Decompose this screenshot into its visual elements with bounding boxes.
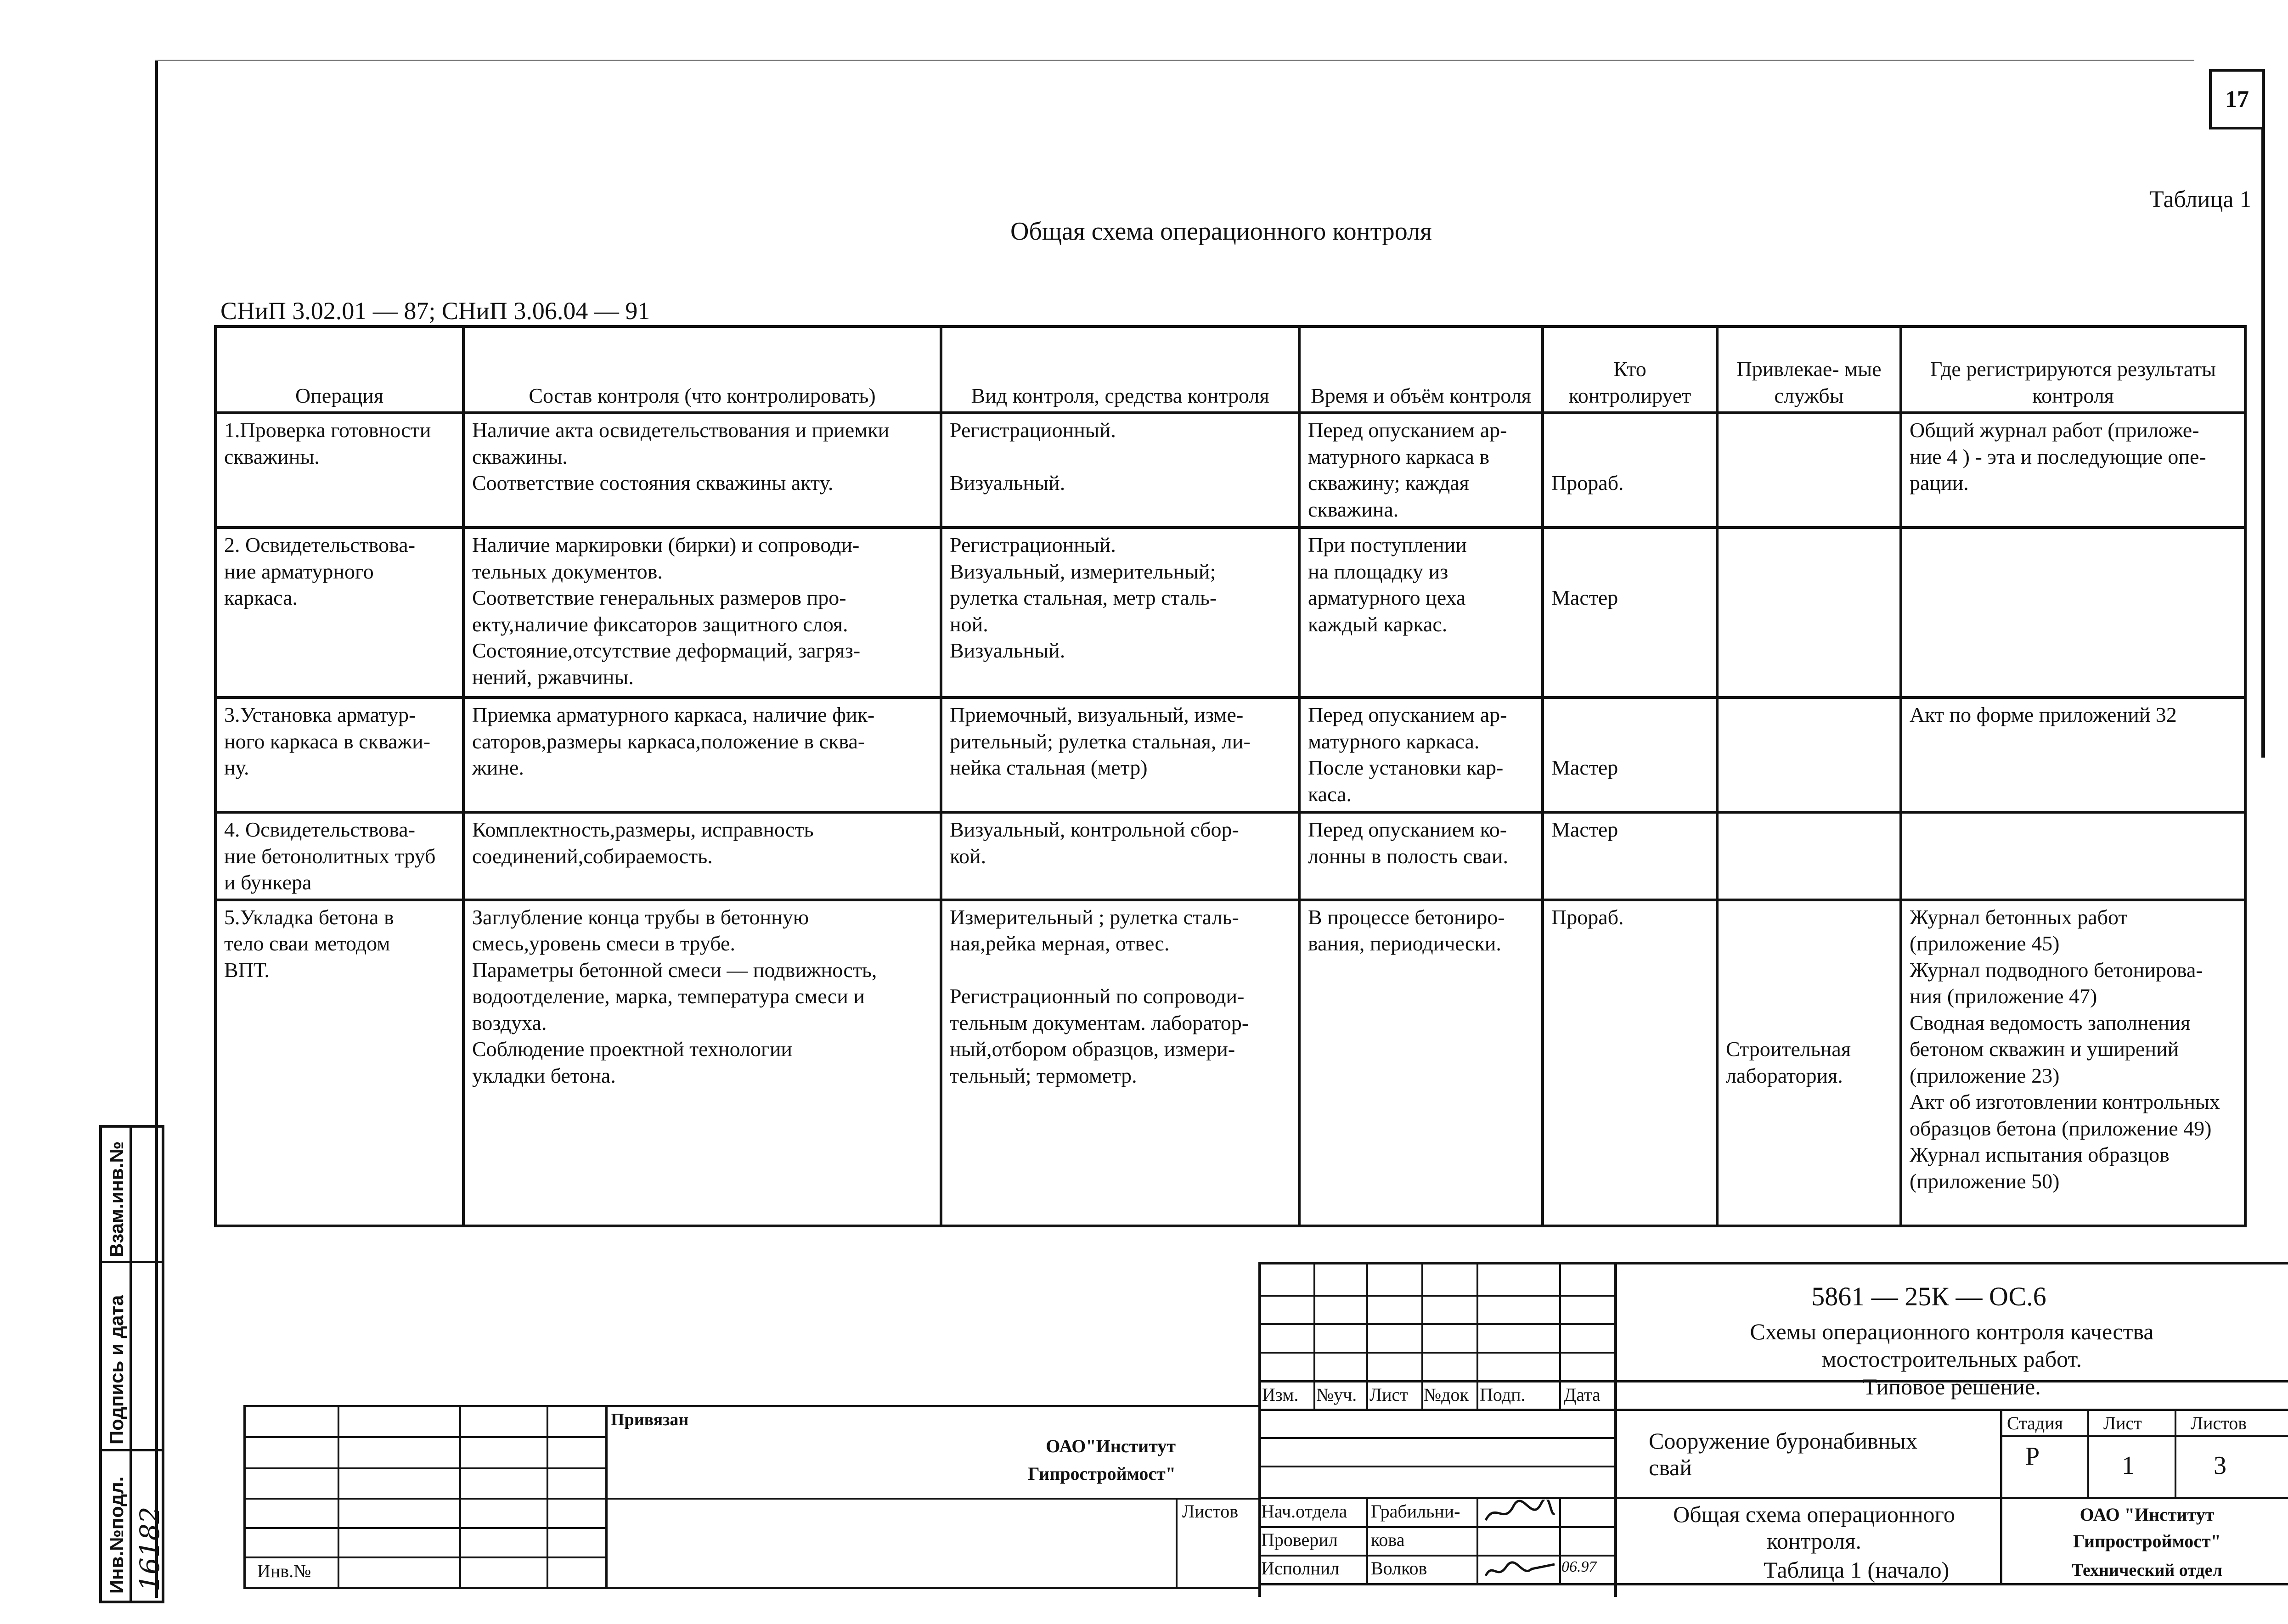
table-cell: Акт по форме приложений 32: [1901, 697, 2245, 812]
divider: [1258, 1352, 1617, 1354]
table-row: [215, 697, 2245, 812]
divider: [243, 1436, 606, 1438]
divider: [1258, 1583, 2288, 1585]
table-cell: Перед опусканием ко- лонны в полость сваи.: [1299, 812, 1543, 900]
table-cell: [1901, 812, 2245, 900]
rev-header-sheet: Лист: [1369, 1384, 1408, 1405]
table-cell: Прораб.: [1543, 413, 1717, 528]
side-label-replace-inv: Взам.инв.№: [106, 1141, 127, 1257]
divider: [1258, 1497, 2288, 1499]
divider: [1176, 1498, 1178, 1587]
divider: [2000, 1435, 2288, 1437]
organization: ОАО "Институт Гипростроймост": [2073, 1504, 2221, 1551]
divider: [102, 1449, 162, 1451]
header-records: Где регистрируются результаты контроля: [1901, 326, 2245, 413]
doc-title: Схемы операционного контроля качества мостостроительных работ. Типовое решение.: [1750, 1319, 2154, 1399]
object-name: Сооружение буронабивных свай: [1649, 1428, 1917, 1480]
table-cell: Мастер: [1543, 697, 1717, 812]
divider: [1258, 1323, 1617, 1325]
divider: [1313, 1262, 1315, 1409]
table-cell: 4. Освидетельствова- ние бетонолитных труб и бункера: [215, 812, 463, 900]
table-cell: Журнал бетонных работ (приложение 45) Журнал подводного бетонирова- ния (приложение 47) Сводная ведомость заполнения бетоном скважин и уширений (приложение 23) Акт об изготовлении контрольных образцов бетона (приложение 49) Журнал испытания образцов (приложение 50): [1901, 900, 2245, 1226]
table-cell: 3.Установка арматур- ного каркаса в скважи- ну.: [215, 697, 463, 812]
divider: [1258, 1262, 2288, 1264]
table-cell: [1901, 528, 2245, 697]
side-stamp: [99, 1125, 164, 1603]
table-cell: 5.Укладка бетона в тело сваи методом ВПТ.: [215, 900, 463, 1226]
divider: [243, 1498, 1258, 1500]
table-cell: Строительная лаборатория.: [1717, 900, 1901, 1226]
divider: [1421, 1262, 1423, 1409]
divider: [243, 1467, 606, 1469]
rev-header-count: №уч.: [1316, 1384, 1357, 1405]
page-title: Общая схема операционного контроля: [1010, 217, 1432, 246]
header-control-type: Вид контроля, средства контроля: [941, 326, 1299, 413]
sheets-value: 3: [2214, 1451, 2226, 1480]
sheet-title: Общая схема операционного контроля.: [1673, 1501, 1955, 1554]
divider: [1559, 1262, 1561, 1409]
sheet-label: Лист: [2103, 1413, 2142, 1433]
divider: [1258, 1466, 1617, 1467]
standards-reference: СНиП 3.02.01 — 87; СНиП 3.06.04 — 91: [220, 297, 650, 325]
table-cell: Общий журнал работ (приложе- ние 4 ) - эта и последующие опе- рации.: [1901, 413, 2245, 528]
table-row: [215, 900, 2245, 1226]
sheet-value: 1: [2122, 1451, 2135, 1480]
signature-1: [1481, 1500, 1559, 1527]
sheet-subtitle: Таблица 1 (начало): [1764, 1557, 1950, 1583]
side-inv-number: 16182: [134, 1506, 165, 1591]
table-cell: Прораб.: [1543, 900, 1717, 1226]
table-cell: [1717, 413, 1901, 528]
frame-right-border: [2261, 69, 2265, 758]
bind-sheets-label: Листов: [1182, 1501, 1239, 1522]
page-number: 17: [2209, 69, 2265, 129]
inventory-label: Инв.№: [257, 1561, 311, 1581]
frame-top-border: [155, 60, 2194, 61]
rev-header-change: Изм.: [1262, 1384, 1299, 1405]
divider: [1559, 1497, 1561, 1584]
doc-code: 5861 — 25К — ОС.6: [1811, 1281, 2046, 1311]
header-services: Привлекае- мые службы: [1717, 326, 1901, 413]
divider: [243, 1405, 1258, 1407]
divider: [338, 1405, 339, 1589]
table-cell: Перед опусканием ар- матурного каркаса в скважину; каждая скважина.: [1299, 413, 1543, 528]
name-head-dept: Грабильни-: [1371, 1501, 1460, 1522]
table-cell: Заглубление конца трубы в бетонную смесь,уровень смеси в трубе. Параметры бетонной смеси — подвижность, водоотделение, марка, температура смеси и воздуха. Соблюдение проектной технологии укладки бетона.: [463, 900, 941, 1226]
divider: [1476, 1262, 1478, 1409]
divider: [1258, 1526, 1617, 1528]
control-table: [214, 325, 2247, 1227]
rev-header-signature: Подп.: [1480, 1384, 1526, 1405]
table-cell: При поступлении на площадку из арматурного цеха каждый каркас.: [1299, 528, 1543, 697]
divider: [1258, 1409, 2288, 1411]
table-cell: Измерительный ; рулетка сталь- ная,рейка мерная, отвес. Регистрационный по сопроводи- тельным документам. лаборатор- ный,отбором образцов, измери- тельный; термометр.: [941, 900, 1299, 1226]
divider: [1258, 1437, 1617, 1439]
table-label: Таблица 1: [2149, 186, 2252, 213]
role-checked: Проверил: [1261, 1529, 1338, 1550]
table-row: [215, 413, 2245, 528]
header-operation: Операция: [215, 326, 463, 413]
divider: [2175, 1409, 2176, 1497]
stage-label: Стадия: [2007, 1413, 2063, 1433]
divider: [459, 1405, 461, 1589]
table-cell: Приемочный, визуальный, изме- рительный; рулетка стальная, ли- нейка стальная (метр): [941, 697, 1299, 812]
sheets-label: Листов: [2191, 1413, 2247, 1433]
table-row: [215, 812, 2245, 900]
divider: [1366, 1497, 1368, 1584]
table-cell: Перед опусканием ар- матурного каркаса. После установки кар- каса.: [1299, 697, 1543, 812]
divider: [1476, 1497, 1478, 1584]
bind-organization: ОАО"Институт Гипростроймост": [1028, 1436, 1176, 1484]
bind-label: Привязан: [611, 1410, 689, 1429]
divider: [1614, 1262, 1617, 1597]
divider: [130, 1128, 132, 1601]
table-cell: Регистрационный. Визуальный.: [941, 413, 1299, 528]
header-time-volume: Время и объём контроля: [1299, 326, 1543, 413]
table-cell: Мастер: [1543, 812, 1717, 900]
department: Технический отдел: [2072, 1561, 2222, 1580]
table-cell: [1717, 812, 1901, 900]
stage-value: Р: [2025, 1442, 2040, 1471]
header-controller: Кто контролирует: [1543, 326, 1717, 413]
rev-header-date: Дата: [1564, 1384, 1600, 1405]
table-cell: В процессе бетониро- вания, периодически.: [1299, 900, 1543, 1226]
table-row: [215, 528, 2245, 697]
role-executed: Исполнил: [1261, 1558, 1340, 1579]
divider: [243, 1587, 1258, 1589]
table-cell: Приемка арматурного каркаса, наличие фик- саторов,размеры каркаса,положение в сква- жине.: [463, 697, 941, 812]
role-head-dept: Нач.отдела: [1261, 1501, 1347, 1522]
table-cell: [1717, 697, 1901, 812]
divider: [243, 1405, 246, 1589]
side-label-inv-orig: Инв.№подл.: [106, 1476, 127, 1594]
signature-2: [1481, 1557, 1559, 1585]
table-cell: 2. Освидетельствова- ние арматурного каркаса.: [215, 528, 463, 697]
table-cell: Наличие акта освидетельствования и приемки скважины. Соответствие состояния скважины акту.: [463, 413, 941, 528]
table-cell: Мастер: [1543, 528, 1717, 697]
signature-date: 06.97: [1561, 1558, 1597, 1575]
table-cell: Визуальный, контрольной сбор- кой.: [941, 812, 1299, 900]
divider: [243, 1527, 606, 1529]
table-cell: 1.Проверка готовности скважины.: [215, 413, 463, 528]
divider: [243, 1557, 606, 1558]
table-header-row: [215, 326, 2245, 413]
table-cell: Регистрационный. Визуальный, измерительный; рулетка стальная, метр сталь- ной. Визуальный.: [941, 528, 1299, 697]
divider: [1366, 1262, 1368, 1409]
divider: [1258, 1295, 1617, 1297]
table-cell: [1717, 528, 1901, 697]
divider: [1258, 1555, 1617, 1557]
divider: [605, 1405, 608, 1589]
divider: [102, 1261, 162, 1263]
side-label-signature-date: Подпись и дата: [106, 1295, 127, 1444]
name-checked: кова: [1371, 1529, 1405, 1550]
divider: [2087, 1409, 2089, 1497]
rev-header-doc: №док: [1424, 1384, 1469, 1405]
divider: [547, 1405, 548, 1589]
table-cell: Комплектность,размеры, исправность соединений,собираемость.: [463, 812, 941, 900]
header-control-scope: Состав контроля (что контролировать): [463, 326, 941, 413]
table-cell: Наличие маркировки (бирки) и сопроводи- тельных документов. Соответствие генеральных размеров про- екту,наличие фиксаторов защитного слоя. Состояние,отсутствие деформаций, загряз- нений, ржавчины.: [463, 528, 941, 697]
name-executed: Волков: [1371, 1558, 1427, 1579]
